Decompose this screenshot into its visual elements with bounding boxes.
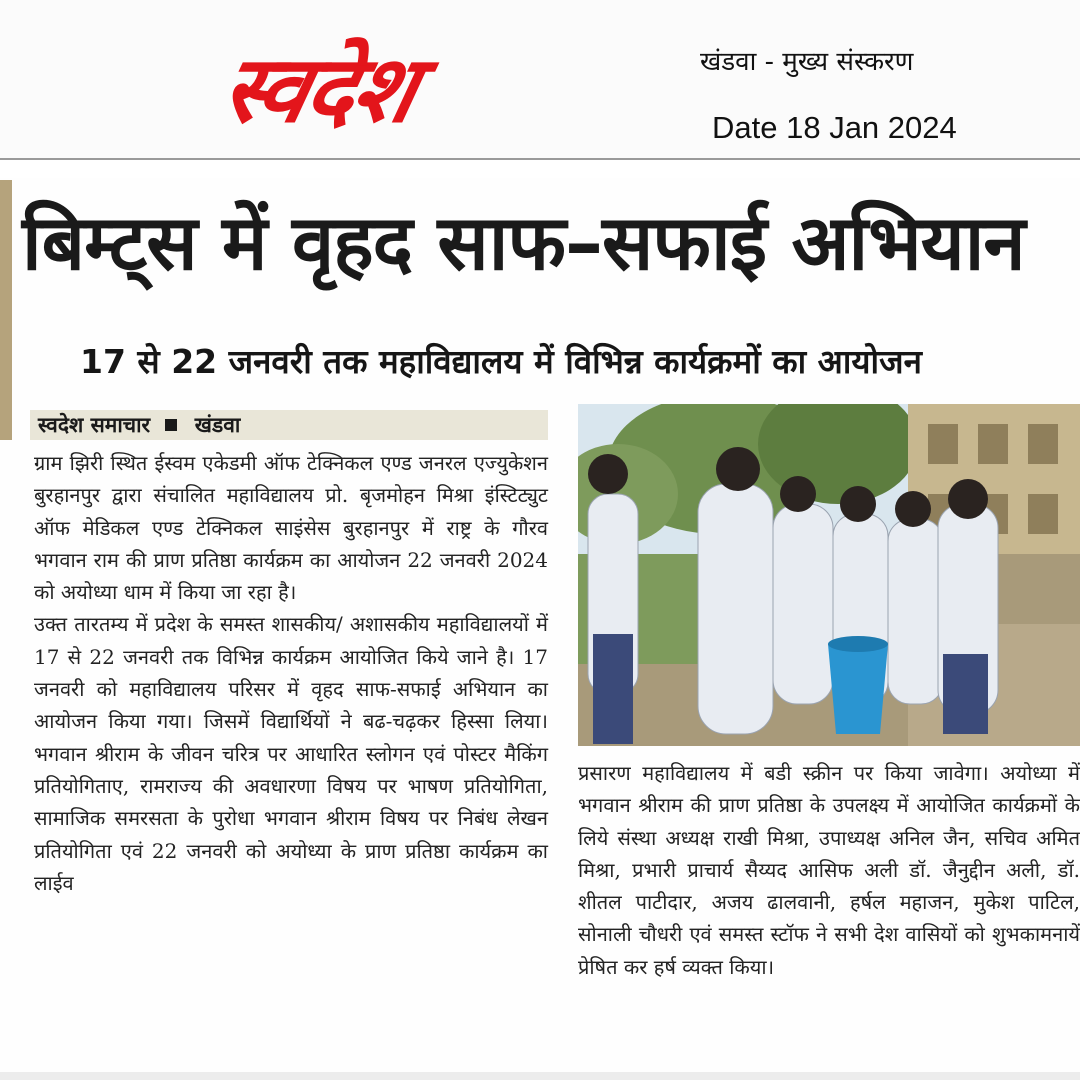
square-bullet-icon: [165, 419, 177, 431]
clipping-bottom-edge: [0, 1072, 1080, 1080]
masthead-divider: [0, 158, 1080, 160]
publication-date: Date 18 Jan 2024: [712, 110, 957, 145]
byline-source: स्वदेश समाचार: [38, 413, 151, 437]
article-byline: [30, 410, 548, 440]
newspaper-logo: स्वदेश: [212, 35, 426, 143]
byline-place: खंडवा: [194, 413, 241, 437]
article-column-left: [34, 447, 548, 899]
article-headline: बिम्ट्स में वृहद साफ–सफाई अभियान: [22, 198, 1025, 287]
masthead: [0, 0, 1080, 160]
clipping-edge: [0, 180, 12, 440]
article-photo: [578, 404, 1080, 746]
article-column-right: प्रसारण महाविद्यालय में बडी स्क्रीन पर किया जावेगा। अयोध्या में भगवान श्रीराम की प्राण प्रतिष्ठा के उपलक्ष्य में आयोजित कार्यक्रमों के लिये संस्था अध्यक्ष राखी मिश्रा, उपाध्यक्ष अनिल जैन, सचिव अमित मिश्रा, प्रभारी प्राचार्य सैय्यद आसिफ अली डॉ. जैनुद्दीन अली, डॉ. शीतल पाटीदार, अजय ढालवानी, हर्षल महाजन, मुकेश पाटिल, सोनाली चौधरी एवं समस्त स्टॉफ ने सभी देश वासियों को शुभकामनायें प्रेषित कर हर्ष व्यक्त किया।: [578, 761, 1080, 979]
edition-label: खंडवा - मुख्य संस्करण: [700, 47, 914, 77]
students-cleaning-photo: [578, 404, 1080, 746]
article-paragraph: उक्त तारतम्य में प्रदेश के समस्त शासकीय/ अशासकीय महाविद्यालयों में 17 से 22 जनवरी तक विभिन्न कार्यक्रम आयोजित किये जाने है। 17 जनवरी को महाविद्यालय परिसर में वृहद साफ-सफाई अभियान का आयोजन किया गया। जिसमें विद्यार्थियों ने बढ-चढ़कर हिस्सा लिया। भगवान श्रीराम के जीवन चरित्र पर आधारित स्लोगन एवं पोस्टर मैकिंग प्रतियोगिताए, रामराज्य की अवधारणा विषय पर भाषण प्रतियोगिता, सामाजिक समरसता के पुरोधा भगवान श्रीराम विषय पर निबंध लेखन प्रतियोगिता एवं 22 जनवरी को अयोध्या के प्राण प्रतिष्ठा कार्यक्रम का लाईव: [34, 612, 548, 895]
article-subheadline: 17 से 22 जनवरी तक महाविद्यालय में विभिन्न कार्यक्रमों का आयोजन: [80, 342, 922, 381]
article-paragraph: ग्राम झिरी स्थित ईस्वम एकेडमी ऑफ टेक्निकल एण्ड जनरल एज्युकेशन बुरहानपुर द्वारा संचालित महाविद्यालय प्रो. बृजमोहन मिश्रा इंस्टिट्युट ऑफ मेडिकल एण्ड टेक्निकल साइंसेस बुरहानपुर में राष्ट्र के गौरव भगवान राम की प्राण प्रतिष्ठा कार्यक्रम का आयोजन 22 जनवरी 2024 को अयोध्या धाम में किया जा रहा है।: [34, 451, 548, 605]
